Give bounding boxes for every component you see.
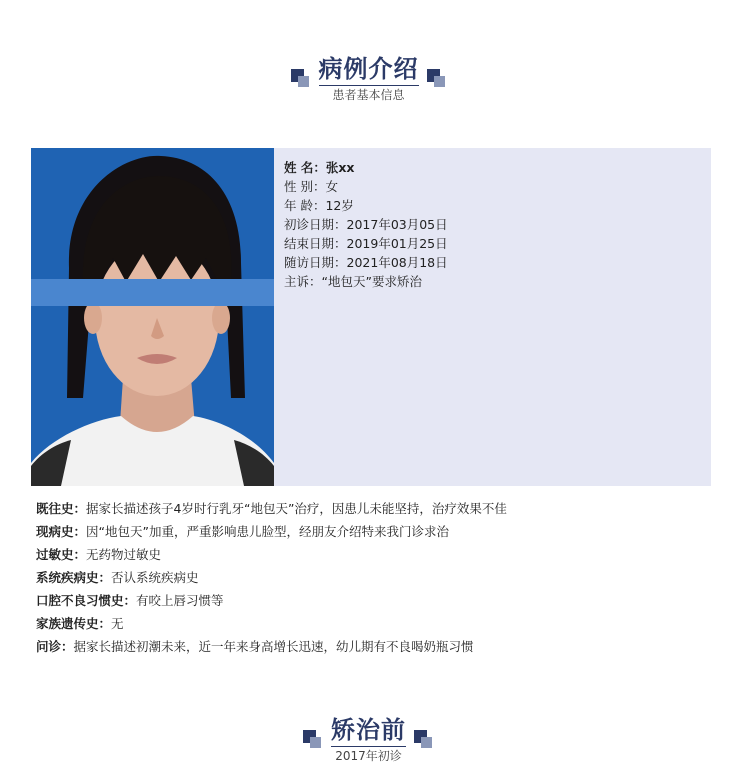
decorative-squares-icon xyxy=(291,69,311,89)
section-title-wrap xyxy=(319,54,419,103)
chief-complaint: “地包天”要求矫治 xyxy=(321,274,422,289)
decorative-squares-icon xyxy=(303,730,323,750)
decorative-squares-icon xyxy=(414,730,434,750)
first-visit-row: 初诊日期：2017年03月05日 xyxy=(284,217,448,232)
first-visit-date: 2017年03月05日 xyxy=(346,217,448,232)
section-title: 病例介绍 xyxy=(318,55,419,83)
section-title: 矫治前 xyxy=(331,716,406,744)
patient-card xyxy=(31,148,711,486)
history-row: 问诊：据家长描述初潮未来，近一年来身高增长迅速，幼儿期有不良喝奶瓶习惯 xyxy=(36,639,474,654)
followup-date: 2021年08月18日 xyxy=(346,255,448,270)
patient-gender: 女 xyxy=(325,179,338,194)
history-row: 现病史：因“地包天”加重，严重影响患儿脸型，经朋友介绍特来我门诊求治 xyxy=(36,524,449,539)
patient-photo xyxy=(31,148,274,486)
medical-history xyxy=(36,497,507,658)
section-title-wrap xyxy=(331,715,406,764)
gender-row: 性 别：女 xyxy=(284,179,338,194)
patient-info xyxy=(284,158,448,291)
end-date: 2019年01月25日 xyxy=(346,236,448,251)
patient-age: 12岁 xyxy=(325,198,354,213)
title-underline xyxy=(319,85,419,86)
patient-portrait xyxy=(31,148,274,486)
end-date-row: 结束日期：2019年01月25日 xyxy=(284,236,448,251)
history-row: 口腔不良习惯史：有咬上唇习惯等 xyxy=(36,593,224,608)
history-row: 系统疾病史：否认系统疾病史 xyxy=(36,570,199,585)
patient-name: 张xx xyxy=(325,160,355,175)
history-row: 家族遗传史：无 xyxy=(36,616,124,631)
section-subtitle: 2017年初诊 xyxy=(335,749,402,763)
decorative-squares-icon xyxy=(427,69,447,89)
title-underline xyxy=(331,746,406,747)
section-subtitle: 患者基本信息 xyxy=(332,88,405,102)
section-header-before-treatment xyxy=(0,715,737,764)
history-row: 既往史：据家长描述孩子4岁时行乳牙“地包天”治疗，因患儿未能坚持，治疗效果不佳 xyxy=(36,501,507,516)
section-header-case xyxy=(0,54,737,103)
complaint-row: 主诉：“地包天”要求矫治 xyxy=(284,274,422,289)
name-row: 姓 名：张xx xyxy=(284,160,355,175)
history-row: 过敏史：无药物过敏史 xyxy=(36,547,162,562)
followup-row: 随访日期：2021年08月18日 xyxy=(284,255,448,270)
age-row: 年 龄：12岁 xyxy=(284,198,354,213)
